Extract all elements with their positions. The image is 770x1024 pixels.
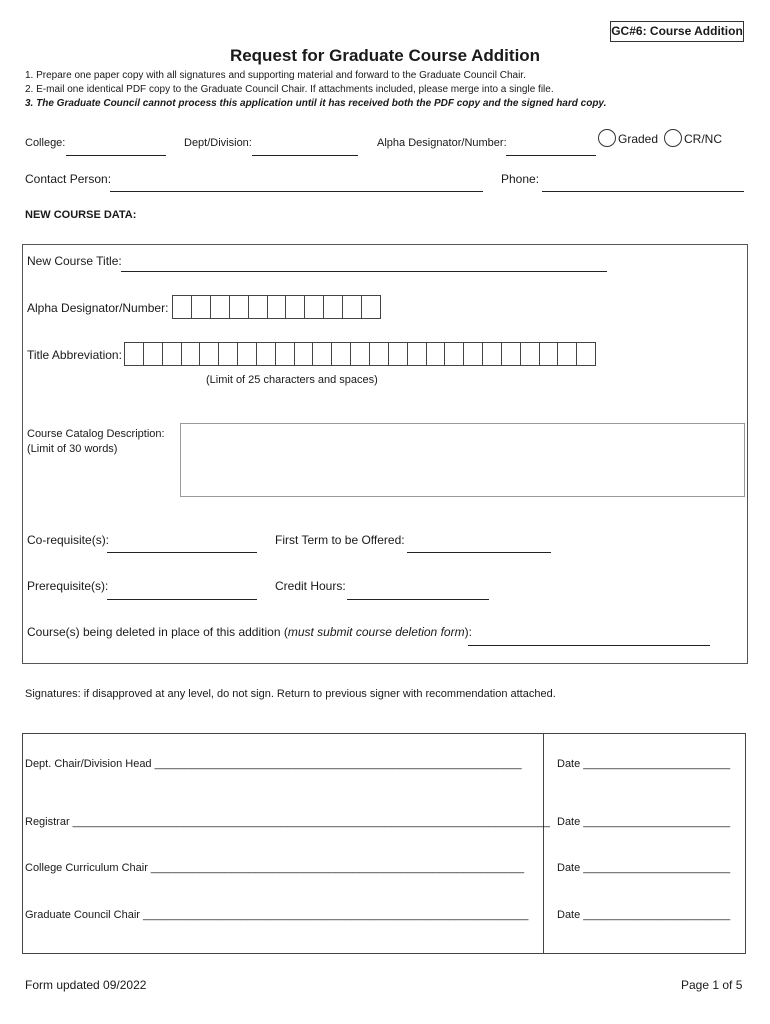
dept-label: Dept/Division: (184, 137, 252, 149)
phone-field[interactable] (542, 191, 744, 192)
date-graduate-council-chair[interactable]: Date ________________________ (557, 909, 731, 921)
instruction-2: 2. E-mail one identical PDF copy to the Graduate Council Chair. If attachments included, please merge into a single file. (25, 84, 554, 95)
page-title: Request for Graduate Course Addition (229, 46, 541, 65)
contact-person-field[interactable] (110, 191, 483, 192)
course-title-field[interactable] (121, 271, 607, 272)
course-title-label: New Course Title: (27, 254, 122, 268)
date-dept-chair[interactable]: Date ________________________ (557, 758, 731, 770)
college-label: College: (25, 137, 66, 149)
date-college-curriculum-chair[interactable]: Date ________________________ (557, 862, 731, 874)
courses-deleted-prefix: Course(s) being deleted in place of this addition ( (27, 625, 288, 639)
instruction-1: 1. Prepare one paper copy with all signatures and supporting material and forward to the Graduate Council Chair. (25, 70, 526, 81)
corequisite-field[interactable] (107, 552, 257, 553)
first-term-label: First Term to be Offered: (275, 533, 405, 547)
alpha-designator-label: Alpha Designator/Number: (377, 137, 507, 149)
signature-dept-chair[interactable]: Dept. Chair/Division Head ____________________________________________________________ (25, 758, 522, 770)
instruction-3: 3. The Graduate Council cannot process this application until it has received both the PDF copy and the signed hard copy. (25, 98, 607, 109)
graded-radio[interactable] (598, 129, 616, 147)
catalog-description-field[interactable] (180, 423, 745, 497)
alpha-designator-field[interactable] (506, 155, 596, 156)
form-code-badge: GC#6: Course Addition (610, 21, 744, 42)
crnc-label: CR/NC (684, 132, 722, 146)
course-alpha-label: Alpha Designator/Number: (27, 301, 169, 315)
title-abbreviation-charbox[interactable] (124, 342, 596, 366)
form-updated-date: Form updated 09/2022 (25, 978, 147, 992)
credit-hours-field[interactable] (347, 599, 489, 600)
first-term-field[interactable] (407, 552, 551, 553)
courses-deleted-field[interactable] (468, 645, 710, 646)
signature-college-curriculum-chair[interactable]: College Curriculum Chair _____________________________________________________________ (25, 862, 525, 874)
signature-graduate-council-chair[interactable]: Graduate Council Chair _______________________________________________________________ (25, 909, 529, 921)
catalog-description-note: (Limit of 30 words) (27, 443, 118, 455)
signatures-note: Signatures: if disapproved at any level, do not sign. Return to previous signer with recommendation attached. (25, 688, 556, 700)
courses-deleted-suffix: ): (464, 625, 472, 639)
page-number: Page 1 of 5 (681, 978, 743, 992)
catalog-description-label: Course Catalog Description: (27, 428, 165, 440)
dept-field[interactable] (252, 155, 358, 156)
crnc-radio[interactable] (664, 129, 682, 147)
abbreviation-limit-note: (Limit of 25 characters and spaces) (206, 374, 378, 386)
title-abbreviation-label: Title Abbreviation: (27, 348, 122, 362)
courses-deleted-italic: must submit course deletion form (287, 625, 465, 639)
graded-label: Graded (618, 132, 659, 146)
contact-person-label: Contact Person: (25, 172, 112, 186)
section-heading: NEW COURSE DATA: (25, 209, 137, 221)
date-registrar[interactable]: Date ________________________ (557, 816, 731, 828)
college-field[interactable] (66, 155, 166, 156)
signature-table-divider (543, 733, 544, 954)
courses-deleted-label (27, 625, 472, 639)
course-alpha-charbox[interactable] (172, 295, 381, 319)
signature-registrar[interactable]: Registrar ______________________________________________________________________________ (25, 816, 550, 828)
prerequisite-label: Prerequisite(s): (27, 579, 109, 593)
prerequisite-field[interactable] (107, 599, 257, 600)
phone-label: Phone: (501, 172, 540, 186)
corequisite-label: Co-requisite(s): (27, 533, 110, 547)
credit-hours-label: Credit Hours: (275, 579, 346, 593)
